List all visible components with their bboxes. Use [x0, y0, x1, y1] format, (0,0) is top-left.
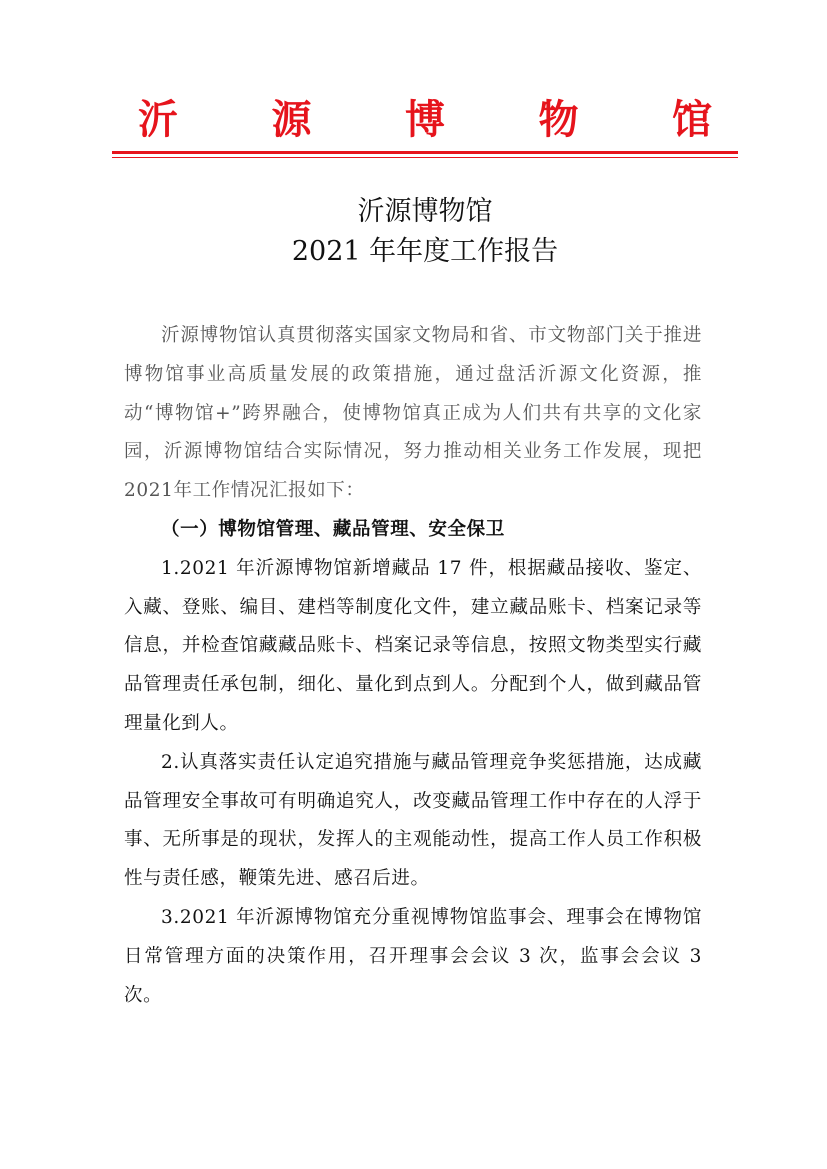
- report-title-line-2: 2021 年年度工作报告: [291, 236, 559, 267]
- letterhead-divider-thick: [112, 151, 738, 154]
- report-title-line-1: 沂源博物馆: [357, 196, 493, 227]
- letterhead-char: 源: [271, 96, 312, 143]
- section-item: 2.认真落实责任认定追究措施与藏品管理竞争奖惩措施，达成藏品管理安全事故可有明确追究人，改变藏品管理工作中存在的人浮于事、无所事是的现状，发挥人的主观能动性，提高工作人员工作积极性与责任感，鞭策先进、感召后进。: [124, 751, 702, 890]
- report-title: [112, 192, 738, 272]
- section-item: 1.2021 年沂源博物馆新增藏品 17 件，根据藏品接收、鉴定、入藏、登账、编目、建档等制度化文件，建立藏品账卡、档案记录等信息，并检查馆藏藏品账卡、档案记录等信息，按照文物类型实行藏品管理责任承包制，细化、量化到点到人。分配到个人，做到藏品管理量化到人。: [124, 557, 702, 734]
- letterhead-char: 沂: [138, 96, 178, 143]
- letterhead-char: 博: [405, 96, 445, 143]
- letterhead-char: 物: [538, 96, 579, 143]
- letterhead-char: 馆: [672, 96, 712, 143]
- section-heading: （一）博物馆管理、藏品管理、安全保卫: [161, 518, 505, 540]
- report-body: [124, 317, 702, 1015]
- section-item: 3.2021 年沂源博物馆充分重视博物馆监事会、理事会在博物馆日常管理方面的决策作用，召开理事会会议 3 次，监事会会议 3 次。: [124, 906, 702, 1006]
- letterhead-divider-thin: [112, 157, 738, 158]
- letterhead: [112, 92, 738, 152]
- intro-paragraph: 沂源博物馆认真贯彻落实国家文物局和省、市文物部门关于推进博物馆事业高质量发展的政策措施，通过盘活沂源文化资源，推动“博物馆+”跨界融合，使博物馆真正成为人们共有共享的文化家园，沂源博物馆结合实际情况，努力推动相关业务工作发展，现把2021年工作情况汇报如下：: [124, 325, 702, 502]
- letterhead-title: [112, 92, 738, 148]
